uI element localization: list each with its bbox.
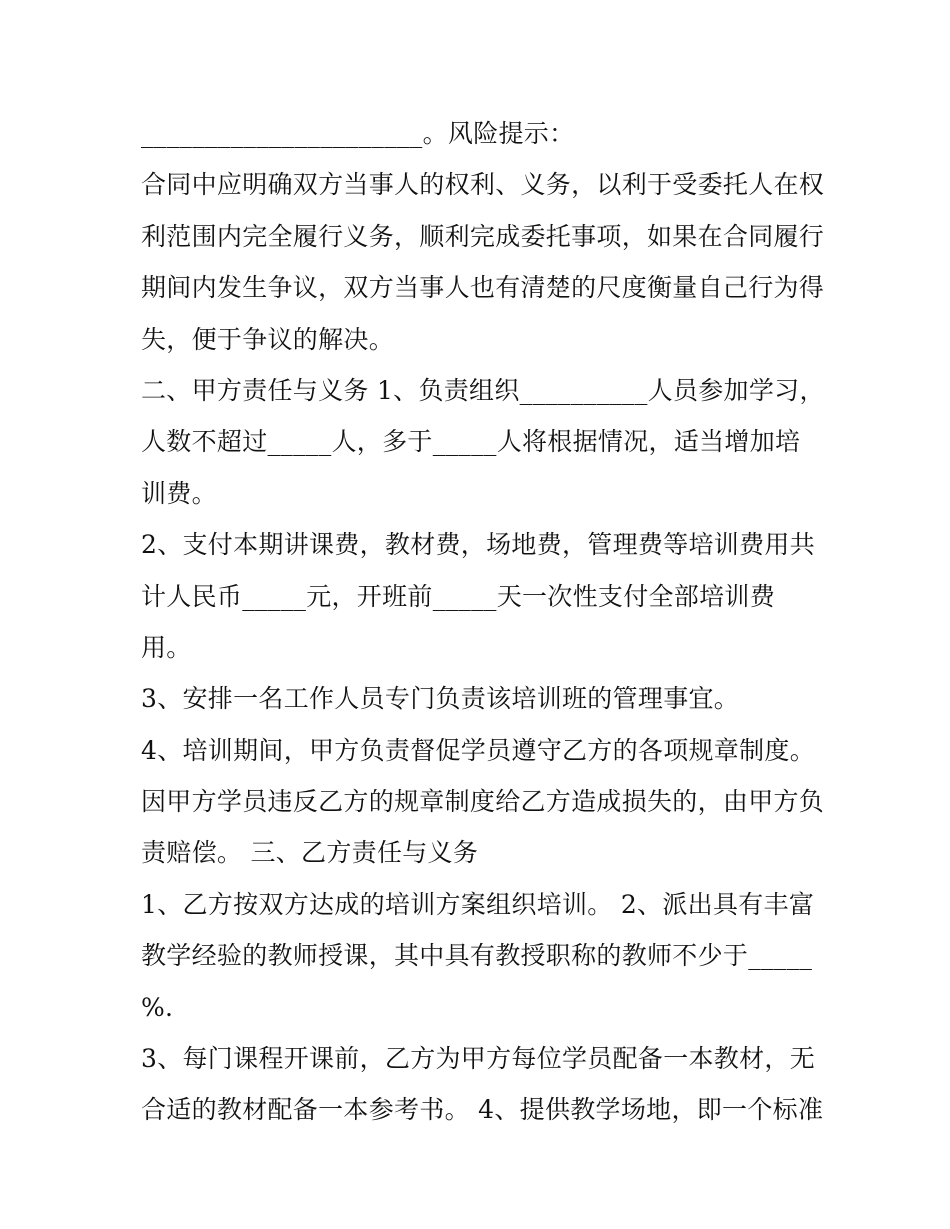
text-line: 责赔偿。 三、乙方责任与义务: [141, 838, 479, 868]
text-line: 训费。: [141, 478, 217, 508]
text-line: 2、支付本期讲课费，教材费，场地费，管理费等培训费用共: [141, 530, 816, 560]
text-line: 合同中应明确双方当事人的权利、义务，以利于受委托人在权: [141, 170, 825, 200]
text-line: 期间内发生争议，双方当事人也有清楚的尺度衡量自己行为得: [141, 273, 825, 303]
text-line: 二、甲方责任与义务 1、负责组织__________人员参加学习，: [141, 375, 825, 405]
text-line: 计人民币_____元，开班前_____天一次性支付全部培训费: [141, 581, 776, 611]
text-line: 合适的教材配备一本参考书。 4、提供教学场地，即一个标准: [141, 1095, 824, 1125]
text-line: 4、培训期间，甲方负责督促学员遵守乙方的各项规章制度。: [141, 735, 816, 765]
text-line: 因甲方学员违反乙方的规章制度给乙方造成损失的，由甲方负: [141, 787, 825, 817]
text-line: 利范围内完全履行义务，顺利完成委托事项，如果在合同履行: [141, 221, 825, 251]
text-line: 失，便于争议的解决。: [141, 324, 395, 354]
text-line: 用。: [141, 632, 192, 662]
text-line: 1、乙方按双方达成的培训方案组织培训。 2、派出具有丰富: [141, 889, 815, 919]
text-line: ______________________。风险提示：: [141, 119, 575, 148]
text-line: 3、安排一名工作人员专门负责该培训班的管理事宜。: [141, 684, 740, 714]
text-line: 教学经验的教师授课，其中具有教授职称的教师不少于_____: [141, 941, 813, 971]
text-line: %.: [141, 992, 174, 1022]
document-body: [141, 108, 825, 1136]
text-line: 3、每门课程开课前，乙方为甲方每位学员配备一本教材，无: [141, 1044, 816, 1074]
text-line: 人数不超过_____人，多于_____人将根据情况，适当增加培: [141, 427, 801, 457]
